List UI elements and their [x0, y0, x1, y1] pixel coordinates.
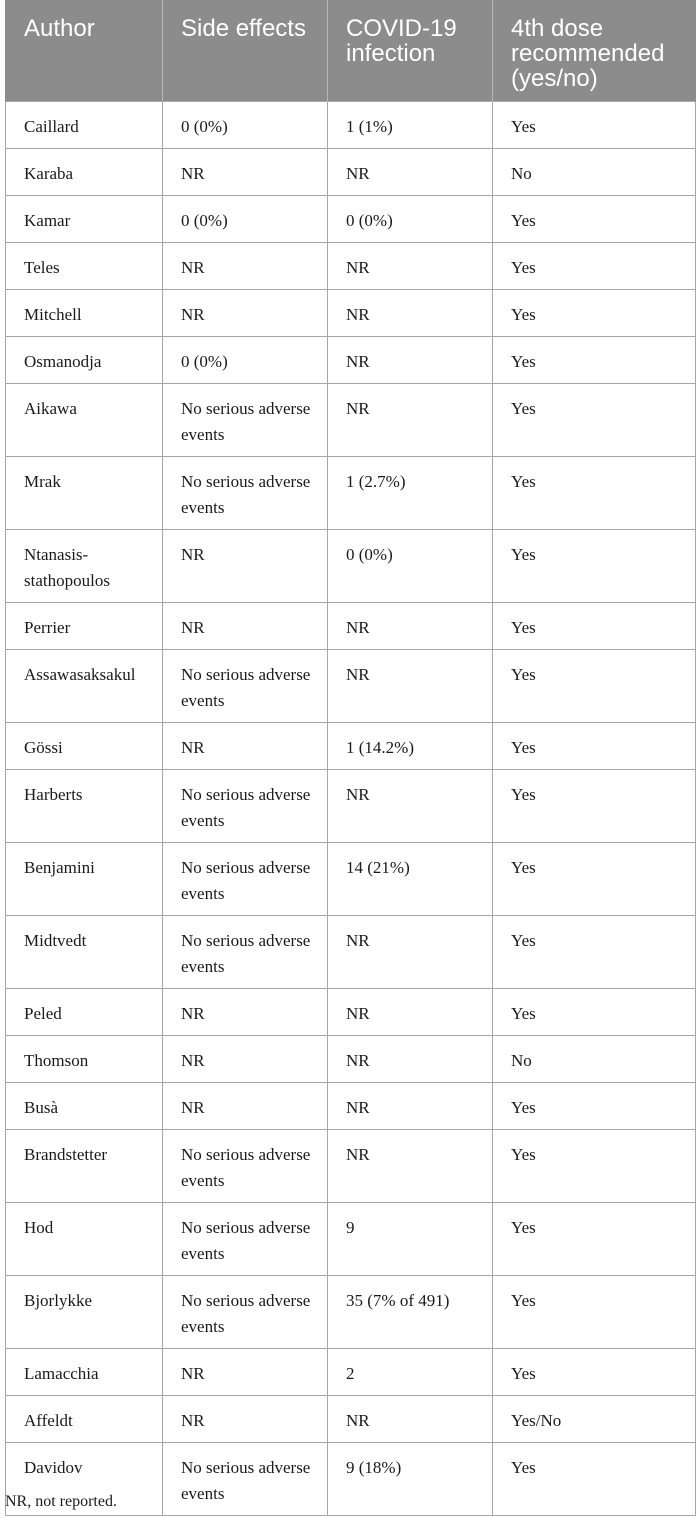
- table-row: [6, 149, 696, 196]
- cell-covid-infection: NR: [328, 337, 493, 384]
- cell-side-effects: NR: [163, 243, 328, 290]
- table-row: [6, 650, 696, 723]
- cell-side-effects: No serious adverse events: [163, 1203, 328, 1276]
- cell-author: Midtvedt: [6, 916, 163, 989]
- cell-fourth-dose: Yes: [493, 916, 696, 989]
- cell-author: Benjamini: [6, 843, 163, 916]
- table-row: [6, 1130, 696, 1203]
- header-side-effects: Side effects: [163, 0, 328, 102]
- cell-author: Teles: [6, 243, 163, 290]
- header-row: [6, 0, 696, 102]
- cell-side-effects: NR: [163, 723, 328, 770]
- cell-author: Davidov: [6, 1443, 163, 1516]
- data-table: [5, 0, 696, 1516]
- cell-author: Mrak: [6, 457, 163, 530]
- data-table-container: [5, 0, 695, 1516]
- cell-fourth-dose: Yes: [493, 603, 696, 650]
- table-row: [6, 1396, 696, 1443]
- cell-side-effects: No serious adverse events: [163, 916, 328, 989]
- cell-covid-infection: 9 (18%): [328, 1443, 493, 1516]
- cell-fourth-dose: Yes: [493, 770, 696, 843]
- cell-author: Caillard: [6, 102, 163, 149]
- table-row: [6, 1036, 696, 1083]
- cell-side-effects: No serious adverse events: [163, 1130, 328, 1203]
- cell-covid-infection: NR: [328, 384, 493, 457]
- table-row: [6, 723, 696, 770]
- cell-side-effects: No serious adverse events: [163, 770, 328, 843]
- cell-covid-infection: 14 (21%): [328, 843, 493, 916]
- cell-fourth-dose: No: [493, 1036, 696, 1083]
- cell-covid-infection: NR: [328, 916, 493, 989]
- table-row: [6, 530, 696, 603]
- table-footnote: NR, not reported.: [5, 1493, 117, 1510]
- cell-fourth-dose: Yes/No: [493, 1396, 696, 1443]
- table-row: [6, 916, 696, 989]
- cell-author: Mitchell: [6, 290, 163, 337]
- cell-covid-infection: 1 (1%): [328, 102, 493, 149]
- cell-fourth-dose: Yes: [493, 989, 696, 1036]
- cell-covid-infection: 1 (2.7%): [328, 457, 493, 530]
- cell-author: Assawasaksakul: [6, 650, 163, 723]
- cell-covid-infection: 1 (14.2%): [328, 723, 493, 770]
- cell-side-effects: NR: [163, 1349, 328, 1396]
- cell-covid-infection: NR: [328, 1083, 493, 1130]
- cell-author: Perrier: [6, 603, 163, 650]
- cell-covid-infection: NR: [328, 1036, 493, 1083]
- table-row: [6, 603, 696, 650]
- cell-covid-infection: NR: [328, 1396, 493, 1443]
- cell-author: Hod: [6, 1203, 163, 1276]
- table-row: [6, 102, 696, 149]
- cell-fourth-dose: Yes: [493, 1349, 696, 1396]
- table-row: [6, 843, 696, 916]
- cell-fourth-dose: Yes: [493, 1203, 696, 1276]
- cell-covid-infection: NR: [328, 243, 493, 290]
- cell-fourth-dose: Yes: [493, 243, 696, 290]
- cell-side-effects: NR: [163, 603, 328, 650]
- cell-author: Thomson: [6, 1036, 163, 1083]
- cell-fourth-dose: Yes: [493, 337, 696, 384]
- cell-author: Bjorlykke: [6, 1276, 163, 1349]
- cell-author: Lamacchia: [6, 1349, 163, 1396]
- cell-fourth-dose: Yes: [493, 650, 696, 723]
- cell-side-effects: NR: [163, 1396, 328, 1443]
- table-row: [6, 243, 696, 290]
- cell-fourth-dose: No: [493, 149, 696, 196]
- table-row: [6, 384, 696, 457]
- cell-covid-infection: NR: [328, 603, 493, 650]
- table-row: [6, 457, 696, 530]
- cell-covid-infection: 2: [328, 1349, 493, 1396]
- cell-side-effects: NR: [163, 1036, 328, 1083]
- table-row: [6, 1203, 696, 1276]
- cell-author: Peled: [6, 989, 163, 1036]
- cell-side-effects: No serious adverse events: [163, 457, 328, 530]
- cell-side-effects: NR: [163, 149, 328, 196]
- cell-covid-infection: NR: [328, 989, 493, 1036]
- cell-author: Harberts: [6, 770, 163, 843]
- cell-fourth-dose: Yes: [493, 1130, 696, 1203]
- cell-author: Osmanodja: [6, 337, 163, 384]
- cell-covid-infection: NR: [328, 1130, 493, 1203]
- table-row: [6, 290, 696, 337]
- cell-covid-infection: NR: [328, 290, 493, 337]
- cell-fourth-dose: Yes: [493, 384, 696, 457]
- cell-side-effects: No serious adverse events: [163, 384, 328, 457]
- cell-author: Brandstetter: [6, 1130, 163, 1203]
- cell-fourth-dose: Yes: [493, 530, 696, 603]
- table-row: [6, 1276, 696, 1349]
- table-row: [6, 1083, 696, 1130]
- cell-fourth-dose: Yes: [493, 723, 696, 770]
- cell-author: Karaba: [6, 149, 163, 196]
- cell-fourth-dose: Yes: [493, 1083, 696, 1130]
- cell-side-effects: NR: [163, 530, 328, 603]
- cell-fourth-dose: Yes: [493, 457, 696, 530]
- table-row: [6, 1349, 696, 1396]
- cell-covid-infection: NR: [328, 149, 493, 196]
- table-row: [6, 337, 696, 384]
- table-row: [6, 989, 696, 1036]
- table-row: [6, 770, 696, 843]
- cell-side-effects: No serious adverse events: [163, 650, 328, 723]
- cell-fourth-dose: Yes: [493, 196, 696, 243]
- header-covid-infection: COVID-19 infection: [328, 0, 493, 102]
- cell-side-effects: No serious adverse events: [163, 843, 328, 916]
- cell-side-effects: No serious adverse events: [163, 1443, 328, 1516]
- header-author: Author: [6, 0, 163, 102]
- cell-covid-infection: NR: [328, 770, 493, 843]
- cell-side-effects: NR: [163, 290, 328, 337]
- cell-fourth-dose: Yes: [493, 843, 696, 916]
- cell-author: Busà: [6, 1083, 163, 1130]
- cell-author: Gössi: [6, 723, 163, 770]
- cell-side-effects: NR: [163, 1083, 328, 1130]
- cell-author: Affeldt: [6, 1396, 163, 1443]
- cell-side-effects: 0 (0%): [163, 102, 328, 149]
- cell-side-effects: NR: [163, 989, 328, 1036]
- cell-author: Ntanasis-stathopoulos: [6, 530, 163, 603]
- cell-side-effects: 0 (0%): [163, 337, 328, 384]
- cell-covid-infection: NR: [328, 650, 493, 723]
- cell-side-effects: No serious adverse events: [163, 1276, 328, 1349]
- cell-fourth-dose: Yes: [493, 1276, 696, 1349]
- cell-covid-infection: 9: [328, 1203, 493, 1276]
- cell-fourth-dose: Yes: [493, 1443, 696, 1516]
- cell-side-effects: 0 (0%): [163, 196, 328, 243]
- header-fourth-dose: 4th dose recommended (yes/no): [493, 0, 696, 102]
- cell-covid-infection: 0 (0%): [328, 196, 493, 243]
- cell-fourth-dose: Yes: [493, 290, 696, 337]
- cell-fourth-dose: Yes: [493, 102, 696, 149]
- cell-author: Aikawa: [6, 384, 163, 457]
- cell-covid-infection: 0 (0%): [328, 530, 493, 603]
- cell-covid-infection: 35 (7% of 491): [328, 1276, 493, 1349]
- cell-author: Kamar: [6, 196, 163, 243]
- table-row: [6, 196, 696, 243]
